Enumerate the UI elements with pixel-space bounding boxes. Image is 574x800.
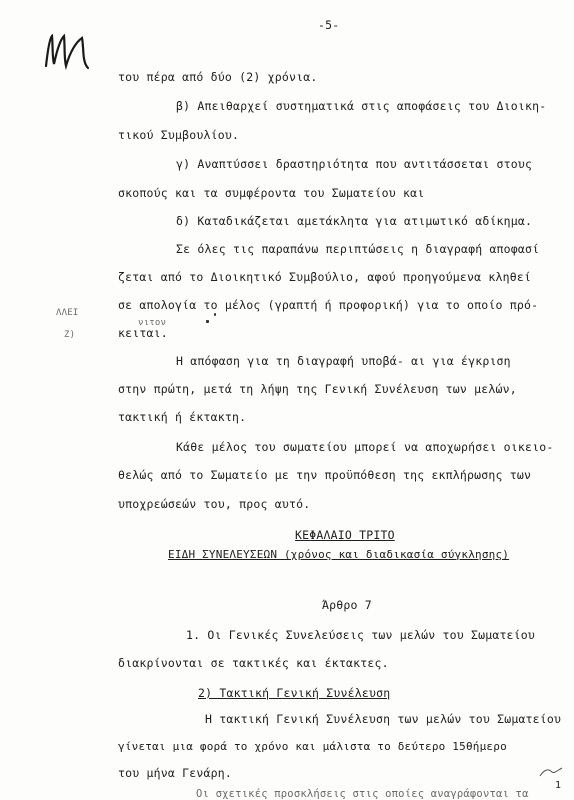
body-line: σκοπούς και τα συμφέροντα του Σωματείου και — [118, 186, 425, 200]
margin-note: νιτον — [138, 318, 167, 328]
article-line: Η τακτική Γενική Συνέλευση των μελών του Σωματείου — [205, 712, 562, 726]
body-line: τακτική ή έκτακτη. — [118, 410, 247, 424]
body-line: Κάθε μέλος του σωματείου μπορεί να αποχωρήσει οικειο- — [176, 440, 554, 454]
corner-note: 1 — [555, 780, 562, 791]
body-line: Σε όλες τις παραπάνω περιπτώσεις η διαγραφή αποφασί — [176, 242, 540, 256]
body-line: β) Απειθαρχεί συστηματικά στις αποφάσεις του Διοικη- — [176, 99, 547, 113]
body-line: τικού Συμβουλίου. — [118, 128, 240, 142]
handwritten-initials — [38, 28, 108, 78]
body-line: κειται. — [118, 326, 168, 340]
margin-note: ΛΛΕΙ — [56, 308, 79, 318]
corner-scribble — [536, 762, 566, 782]
body-line: θελώς από το Σωματείο με την προϋπόθεση της εκπλήρωσης των — [118, 468, 532, 482]
body-line: γ) Αναπτύσσει δραστηριότητα που αντιτάσσεται στους — [176, 157, 533, 171]
article-line: διακρίνονται σε τακτικές και έκτακτες. — [118, 656, 389, 670]
article-line: Οι σχετικές προσκλήσεις στις οποίες αναγράφονται τα — [196, 788, 529, 800]
scan-speck — [206, 320, 209, 323]
body-line: του πέρα από δύο (2) χρόνια. — [118, 70, 318, 84]
body-line: υποχρεώσεών του, προς αυτό. — [118, 497, 311, 511]
scan-speck — [214, 313, 216, 316]
body-line: σε απολογία το μέλος (γραπτή ή προφορική) για το οποίο πρό- — [118, 298, 539, 312]
article-line: 1. Οι Γενικές Συνελεύσεις των μελών του Σωματείου — [186, 628, 536, 642]
body-line: δ) Καταδικάζεται αμετάκλητα για ατιμωτικό αδίκημα. — [176, 214, 533, 228]
chapter-title: ΚΕΦΑΛΑΙΟ ΤΡΙΤΟ — [295, 528, 395, 542]
body-line: ζεται από το Διοικητικό Συμβούλιο, αφού προηγούμενα κληθεί — [118, 270, 532, 284]
margin-note: Ζ) — [64, 330, 76, 340]
article-line: του μήνα Γενάρη. — [118, 766, 232, 780]
page-number: -5- — [318, 18, 340, 32]
article-line: γίνεται μια φορά το χρόνο και μάλιστα το δεύτερο 15θήμερο — [118, 740, 507, 753]
article-title: Άρθρο 7 — [322, 598, 372, 612]
body-line: στην πρώτη, μετά τη λήψη της Γενική Συνέλευση των μελών, — [118, 382, 517, 396]
article-subheading: 2) Τακτική Γενική Συνέλευση — [198, 686, 391, 700]
body-line: Η απόφαση για τη διαγραφή υποβά- αι για έγκριση — [176, 354, 511, 368]
chapter-subtitle: ΕΙΔΗ ΣΥΝΕΛΕΥΣΕΩΝ (χρόνος και διαδικασία σύγκλησης) — [168, 548, 510, 561]
